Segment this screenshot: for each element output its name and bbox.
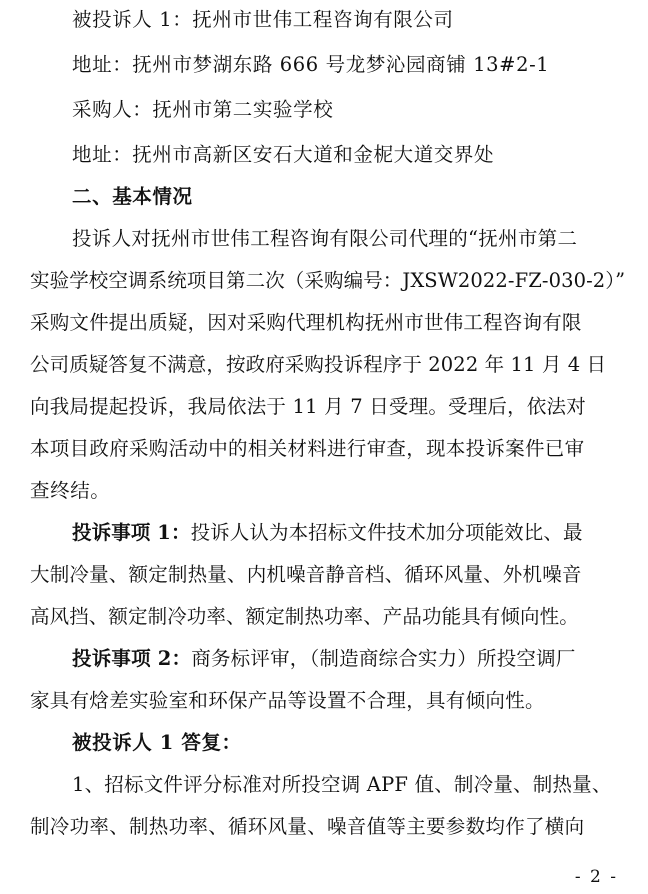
respondent-line: 被投诉人 1：抚州市世伟工程咨询有限公司 [72,8,454,31]
purchaser-address: 地址：抚州市高新区安石大道和金柅大道交界处 [72,143,495,166]
purchaser-line: 采购人：抚州市第二实验学校 [72,98,334,121]
paragraph-line: 向我局提起投诉，我局依法于 11 月 7 日受理。受理后，依法对 [30,395,586,418]
paragraph-line: 本项目政府采购活动中的相关材料进行审查，现本投诉案件已审 [30,437,585,460]
complaint-item-1-label: 投诉事项 1： [72,521,191,544]
complaint-item-2-text: 商务标评审，（制造商综合实力）所投空调厂 [191,647,576,670]
paragraph-line: 采购文件提出质疑，因对采购代理机构抚州市世伟工程咨询有限 [30,311,582,334]
respondent-address: 地址：抚州市梦湖东路 666 号龙梦沁园商铺 13#2-1 [72,53,550,76]
complaint-item-1-text: 投诉人认为本招标文件技术加分项能效比、最 [190,521,583,544]
complaint-item-1 [0,519,648,547]
paragraph-line: 家具有焓差实验室和环保产品等设置不合理，具有倾向性。 [30,689,545,712]
paragraph-line: 实验学校空调系统项目第二次（采购编号：JXSW2022-FZ-030-2）” [30,269,626,292]
paragraph-line: 投诉人对抚州市世伟工程咨询有限公司代理的“抚州市第二 [72,227,578,250]
reply-title: 被投诉人 1 答复： [72,731,242,754]
page-number: - 2 - [574,867,618,887]
paragraph-line: 公司质疑答复不满意，按政府采购投诉程序于 2022 年 11 月 4 日 [30,353,607,376]
paragraph-line: 查终结。 [30,479,111,502]
paragraph-line: 大制冷量、额定制热量、内机噪音静音档、循环风量、外机噪音 [30,563,582,586]
paragraph-line: 制冷功率、制热功率、循环风量、噪音值等主要参数均作了横向 [30,815,585,838]
paragraph-line: 1、招标文件评分标准对所投空调 APF 值、制冷量、制热量、 [72,773,612,796]
complaint-item-2-label: 投诉事项 2： [72,647,192,670]
section-title: 二、基本情况 [72,185,193,208]
paragraph-line: 高风挡、额定制冷功率、额定制热功率、产品功能具有倾向性。 [30,605,579,628]
complaint-item-2 [0,645,648,673]
